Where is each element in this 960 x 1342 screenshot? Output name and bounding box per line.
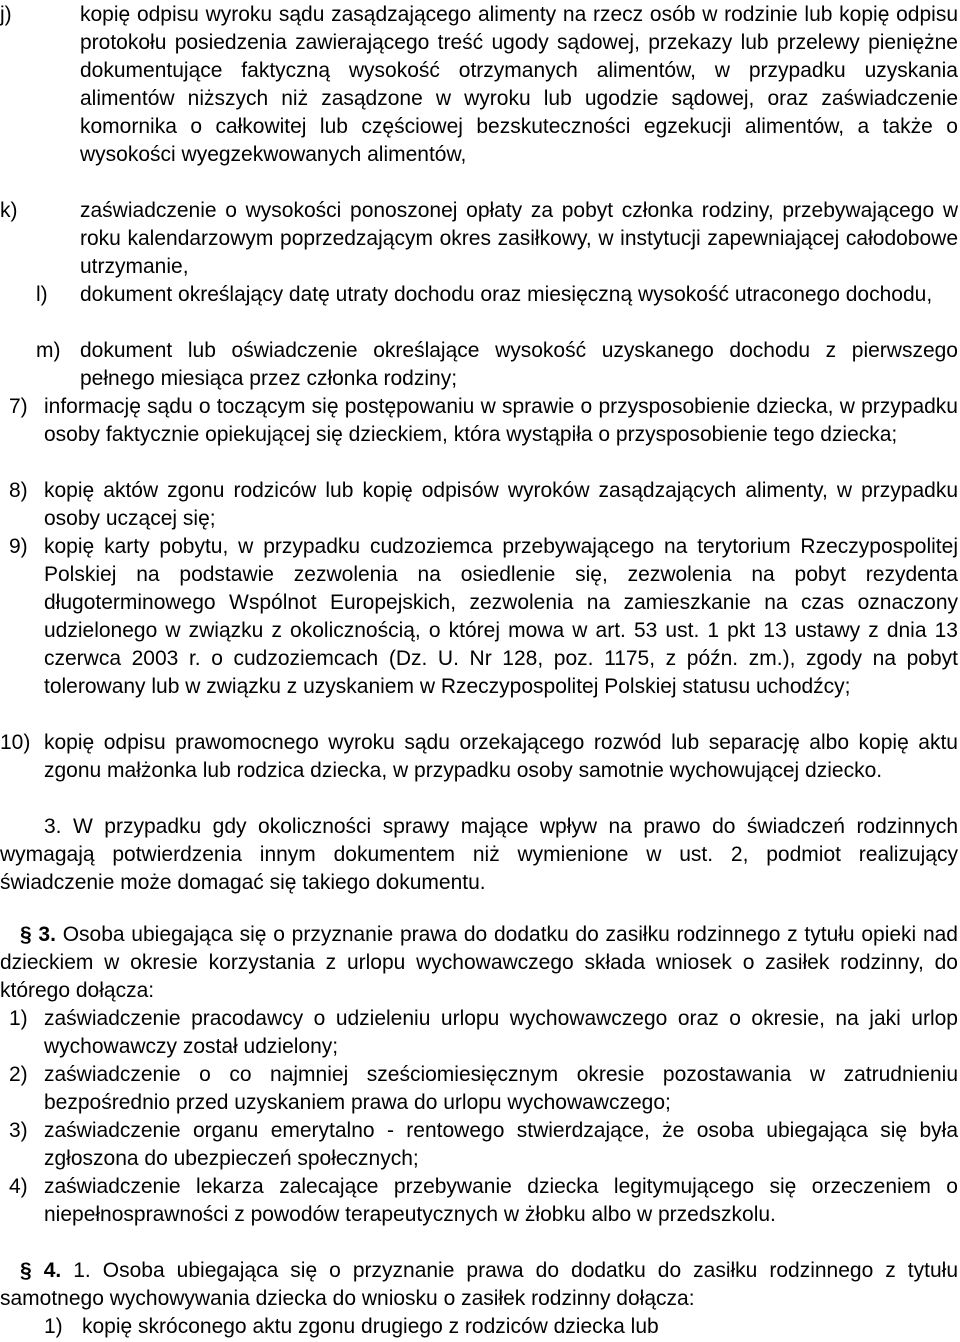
- item-text: zaświadczenie pracodawcy o udzieleniu urlopu wychowawczego oraz o okresie, na jaki urlop wychowawczy został udzielony;: [44, 1007, 958, 1058]
- section-4: [0, 1257, 958, 1313]
- list-item-m: [0, 337, 958, 393]
- item-marker: k): [0, 199, 18, 222]
- section-3-item-1: [0, 1005, 958, 1061]
- item-text: kopię odpisu wyroku sądu zasądzającego alimenty na rzecz osób w rodzinie lub kopię odpisu protokołu posiedzenia zawierającego treść ugody sądowej, przekazy lub przelewy pieniężne dokumentujące faktyczną wysokość otrzymanych alimentów, w przypadku uzyskania alimentów niższych niż zasądzone w wyroku lub ugodzie sądowej, oraz zaświadczenie komornika o całkowitej lub częściowej bezskuteczności egzekucji alimentów, a także o wysokości wyegzekwowanych alimentów,: [80, 3, 958, 166]
- item-text: kopię odpisu prawomocnego wyroku sądu orzekającego rozwód lub separację albo kopię aktu zgonu małżonka lub rodzica dziecka, w przypadku osoby samotnie wychowującej dziecko.: [44, 731, 958, 782]
- item-marker: 3): [9, 1119, 28, 1142]
- section-marker: § 4.: [20, 1259, 62, 1282]
- item-text: kopię karty pobytu, w przypadku cudzoziemca przebywającego na terytorium Rzeczypospolitej Polskiej na podstawie zezwolenia na osiedlenie się, zezwolenia na pobyt rezydenta długoterminowego Wspólnot Europejskich, zezwolenia na zamieszkanie na czas oznaczony udzielonego w związku z okolicznością, o której mowa w art. 53 ust. 1 pkt 13 ustawy z dnia 13 czerwca 2003 r. o cudzoziemcach (Dz. U. Nr 128, poz. 1175, z późn. zm.), zgody na pobyt tolerowany lub w związku z uzyskaniem w Rzeczypospolitej Polskiej statusu uchodźcy;: [44, 535, 958, 698]
- item-text: informację sądu o toczącym się postępowaniu w sprawie o przysposobienie dziecka, w przypadku osoby faktycznie opiekującej się dzieckiem, która wystąpiła o przysposobienie tego dziecka;: [44, 395, 958, 446]
- list-item-7: [0, 393, 958, 449]
- item-text: kopię skróconego aktu zgonu drugiego z rodziców dziecka lub: [82, 1315, 659, 1338]
- section-4-item-1: [0, 1313, 958, 1341]
- item-marker: 8): [9, 479, 28, 502]
- item-marker: 4): [9, 1175, 28, 1198]
- item-text: dokument lub oświadczenie określające wysokość uzyskanego dochodu z pierwszego pełnego miesiąca przez członka rodziny;: [80, 339, 958, 390]
- paragraph-ust-3: [0, 813, 958, 897]
- list-item-j: [0, 1, 958, 169]
- section-3-item-2: [0, 1061, 958, 1117]
- section-3-item-4: [0, 1173, 958, 1229]
- item-marker: 10): [0, 731, 31, 754]
- item-text: zaświadczenie o co najmniej sześciomiesięcznym okresie pozostawania w zatrudnieniu bezpośrednio przed uzyskaniem prawa do urlopu wychowawczego;: [44, 1063, 958, 1114]
- item-text: kopię aktów zgonu rodziców lub kopię odpisów wyroków zasądzających alimenty, w przypadku osoby uczącej się;: [44, 479, 958, 530]
- list-item-9: [0, 533, 958, 701]
- list-item-l: [0, 281, 958, 309]
- list-item-8: [0, 477, 958, 533]
- item-text: dokument określający datę utraty dochodu oraz miesięczną wysokość utraconego dochodu,: [80, 283, 933, 306]
- item-marker: 9): [9, 535, 28, 558]
- item-marker: 2): [9, 1063, 28, 1086]
- list-item-k: [0, 197, 958, 281]
- item-marker: l): [36, 283, 48, 306]
- item-marker: m): [36, 339, 61, 362]
- item-text: zaświadczenie lekarza zalecające przebywanie dziecka legitymującego się orzeczeniem o niepełnosprawności z powodów terapeutycznych w żłobku albo w przedszkolu.: [44, 1175, 958, 1226]
- item-marker: 7): [9, 395, 28, 418]
- section-marker: § 3.: [20, 923, 56, 946]
- item-text: zaświadczenie o wysokości ponoszonej opłaty za pobyt członka rodziny, przebywającego w roku kalendarzowym poprzedzającym okres zasiłkowy, w instytucji zapewniającej całodobowe utrzymanie,: [80, 199, 958, 278]
- paragraph-text: 3. W przypadku gdy okoliczności sprawy mające wpływ na prawo do świadczeń rodzinnych wymagają potwierdzenia innym dokumentem niż wymienione w ust. 2, podmiot realizujący świadczenie może domagać się takiego dokumentu.: [0, 815, 958, 894]
- item-marker: 1): [9, 1007, 28, 1030]
- item-marker: 1): [44, 1315, 63, 1338]
- list-item-10: [0, 729, 958, 785]
- section-text: Osoba ubiegająca się o przyznanie prawa do dodatku do zasiłku rodzinnego z tytułu opieki nad dzieckiem w okresie korzystania z urlopu wychowawczego składa wniosek o zasiłek rodzinny, do którego dołącza:: [0, 923, 958, 1002]
- section-text: 1. Osoba ubiegająca się o przyznanie prawa do dodatku do zasiłku rodzinnego z tytułu samotnego wychowywania dziecka do wniosku o zasiłek rodzinny dołącza:: [0, 1259, 958, 1310]
- item-text: zaświadczenie organu emerytalno - rentowego stwierdzające, że osoba ubiegająca się była zgłoszona do ubezpieczeń społecznych;: [44, 1119, 958, 1170]
- item-marker: j): [0, 3, 12, 26]
- section-3: [0, 921, 958, 1005]
- section-3-item-3: [0, 1117, 958, 1173]
